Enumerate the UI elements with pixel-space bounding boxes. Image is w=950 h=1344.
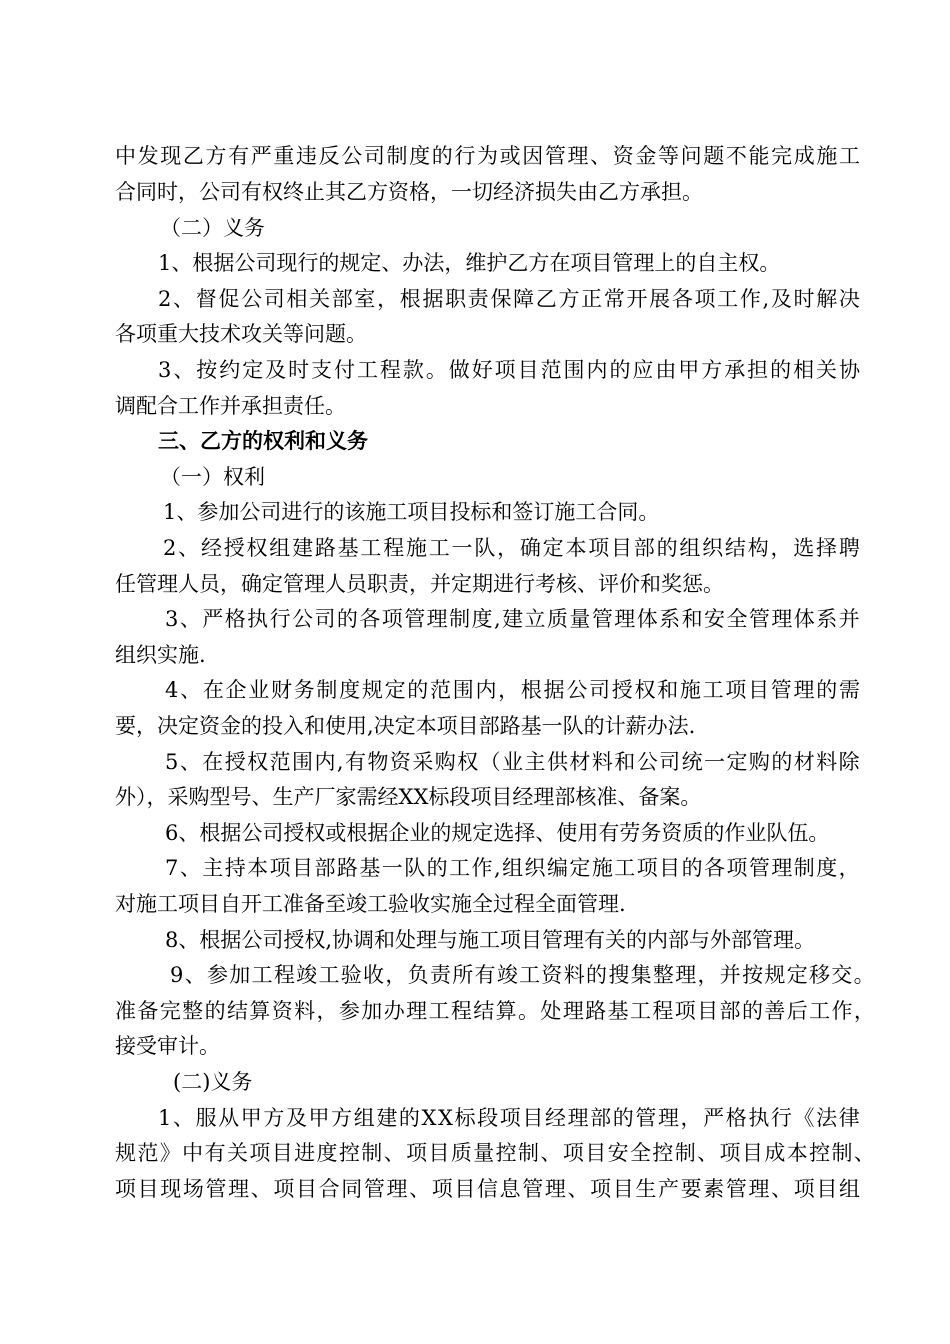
section-heading-rights-obligations: 三、乙方的权利和义务 — [158, 428, 368, 453]
text-line-4: 1、根据公司现行的规定、办法，维护乙方在项目管理上的自主权。 — [158, 251, 781, 275]
text-line-12: 2 、 经 授 权 组 建 路 基 工 程 施 工 一 队 ， 确 定 本 项 目 部 的 组 织 结 构 ， 选 择 聘 — [163, 536, 860, 560]
text-line-30: 项 目 现 场 管 理 、 项 目 合 同 管 理 、 项 目 信 息 管 理 、 项 目 生 产 要 素 管 理 、 项 目 组 — [115, 1177, 860, 1201]
text-line-25: 准 备 完 整 的 结 算 资 料 ， 参 加 办 理 工 程 结 算 。 处 理 路 基 工 程 项 目 部 的 善 后 工 作 ， — [115, 999, 875, 1023]
text-line-23: 8、根据公司授权,协调和处理与施工项目管理有关的内部与外部管理。 — [165, 928, 816, 952]
text-line-20: 6、根据公司授权或根据企业的规定选择、使用有劳务资质的作业队伍。 — [165, 821, 830, 845]
text-line-14: 3 、 严 格 执 行 公 司 的 各 项 管 理 制 度 , 建 立 质 量 管 理 体 系 和 安 全 管 理 体 系 并 — [165, 607, 860, 631]
text-line-21: 7 、 主 持 本 项 目 部 路 基 一 队 的 工 作 , 组 织 编 定 施 工 项 目 的 各 项 管 理 制 度 ， — [165, 856, 860, 880]
section-heading-rights: （一）权利 — [160, 465, 265, 489]
text-line-1: 中 发 现 乙 方 有 严 重 违 反 公 司 制 度 的 行 为 或 因 管 理 、 资 金 等 问 题 不 能 完 成 施 工 — [115, 144, 860, 168]
text-line-2: 合同时，公司有权终止其乙方资格，一切经济损失由乙方承担。 — [115, 180, 703, 204]
text-line-19: 外），采购型号、生产厂家需经XX标段项目经理部核准、备案。 — [115, 785, 702, 809]
text-line-22: 对施工项目自开工准备至竣工验收实施全过程全面管理. — [115, 892, 626, 916]
text-line-11: 1、参加公司进行的该施工项目投标和签订施工合同。 — [163, 500, 660, 524]
text-line-8: 调配合工作并承担责任。 — [115, 394, 346, 418]
text-line-26: 接受审计。 — [115, 1034, 220, 1058]
section-heading-obligations: （二）义务 — [160, 216, 265, 240]
text-line-5: 2 、 督 促 公 司 相 关 部 室 ， 根 据 职 责 保 障 乙 方 正 常 开 展 各 项 工 作 , 及 时 解 决 — [158, 287, 860, 311]
text-line-29: 规 范 》 中 有 关 项 目 进 度 控 制 、 项 目 质 量 控 制 、 项 目 安 全 控 制 、 项 目 成 本 控 制 、 — [115, 1141, 875, 1165]
text-line-13: 任管理人员，确定管理人员职责，并定期进行考核、评价和奖惩。 — [115, 572, 724, 596]
text-line-15: 组织实施. — [115, 643, 206, 667]
text-line-17: 要，决定资金的投入和使用,决定本项目部路基一队的计薪办法. — [115, 714, 696, 738]
text-line-7: 3 、 按 约 定 及 时 支 付 工 程 款 。 做 好 项 目 范 围 内 的 应 由 甲 方 承 担 的 相 关 协 — [158, 358, 860, 382]
text-line-6: 各项重大技术攻关等问题。 — [115, 322, 367, 346]
text-line-28: 1 、 服 从 甲 方 及 甲 方 组 建 的 X X 标 段 项 目 经 理 部 的 管 理 ， 严 格 执 行 《 法 律 — [158, 1106, 860, 1130]
text-line-24: 9 、 参 加 工 程 竣 工 验 收 ， 负 责 所 有 竣 工 资 料 的 搜 集 整 理 ， 并 按 规 定 移 交 。 — [170, 963, 875, 987]
text-line-16: 4 、 在 企 业 财 务 制 度 规 定 的 范 围 内 ， 根 据 公 司 授 权 和 施 工 项 目 管 理 的 需 — [165, 678, 860, 702]
section-heading-obligations-2: (二)义务 — [173, 1070, 253, 1094]
text-line-18: 5 、 在 授 权 范 围 内 , 有 物 资 采 购 权 （ 业 主 供 材 料 和 公 司 统 一 定 购 的 材 料 除 — [165, 750, 860, 774]
